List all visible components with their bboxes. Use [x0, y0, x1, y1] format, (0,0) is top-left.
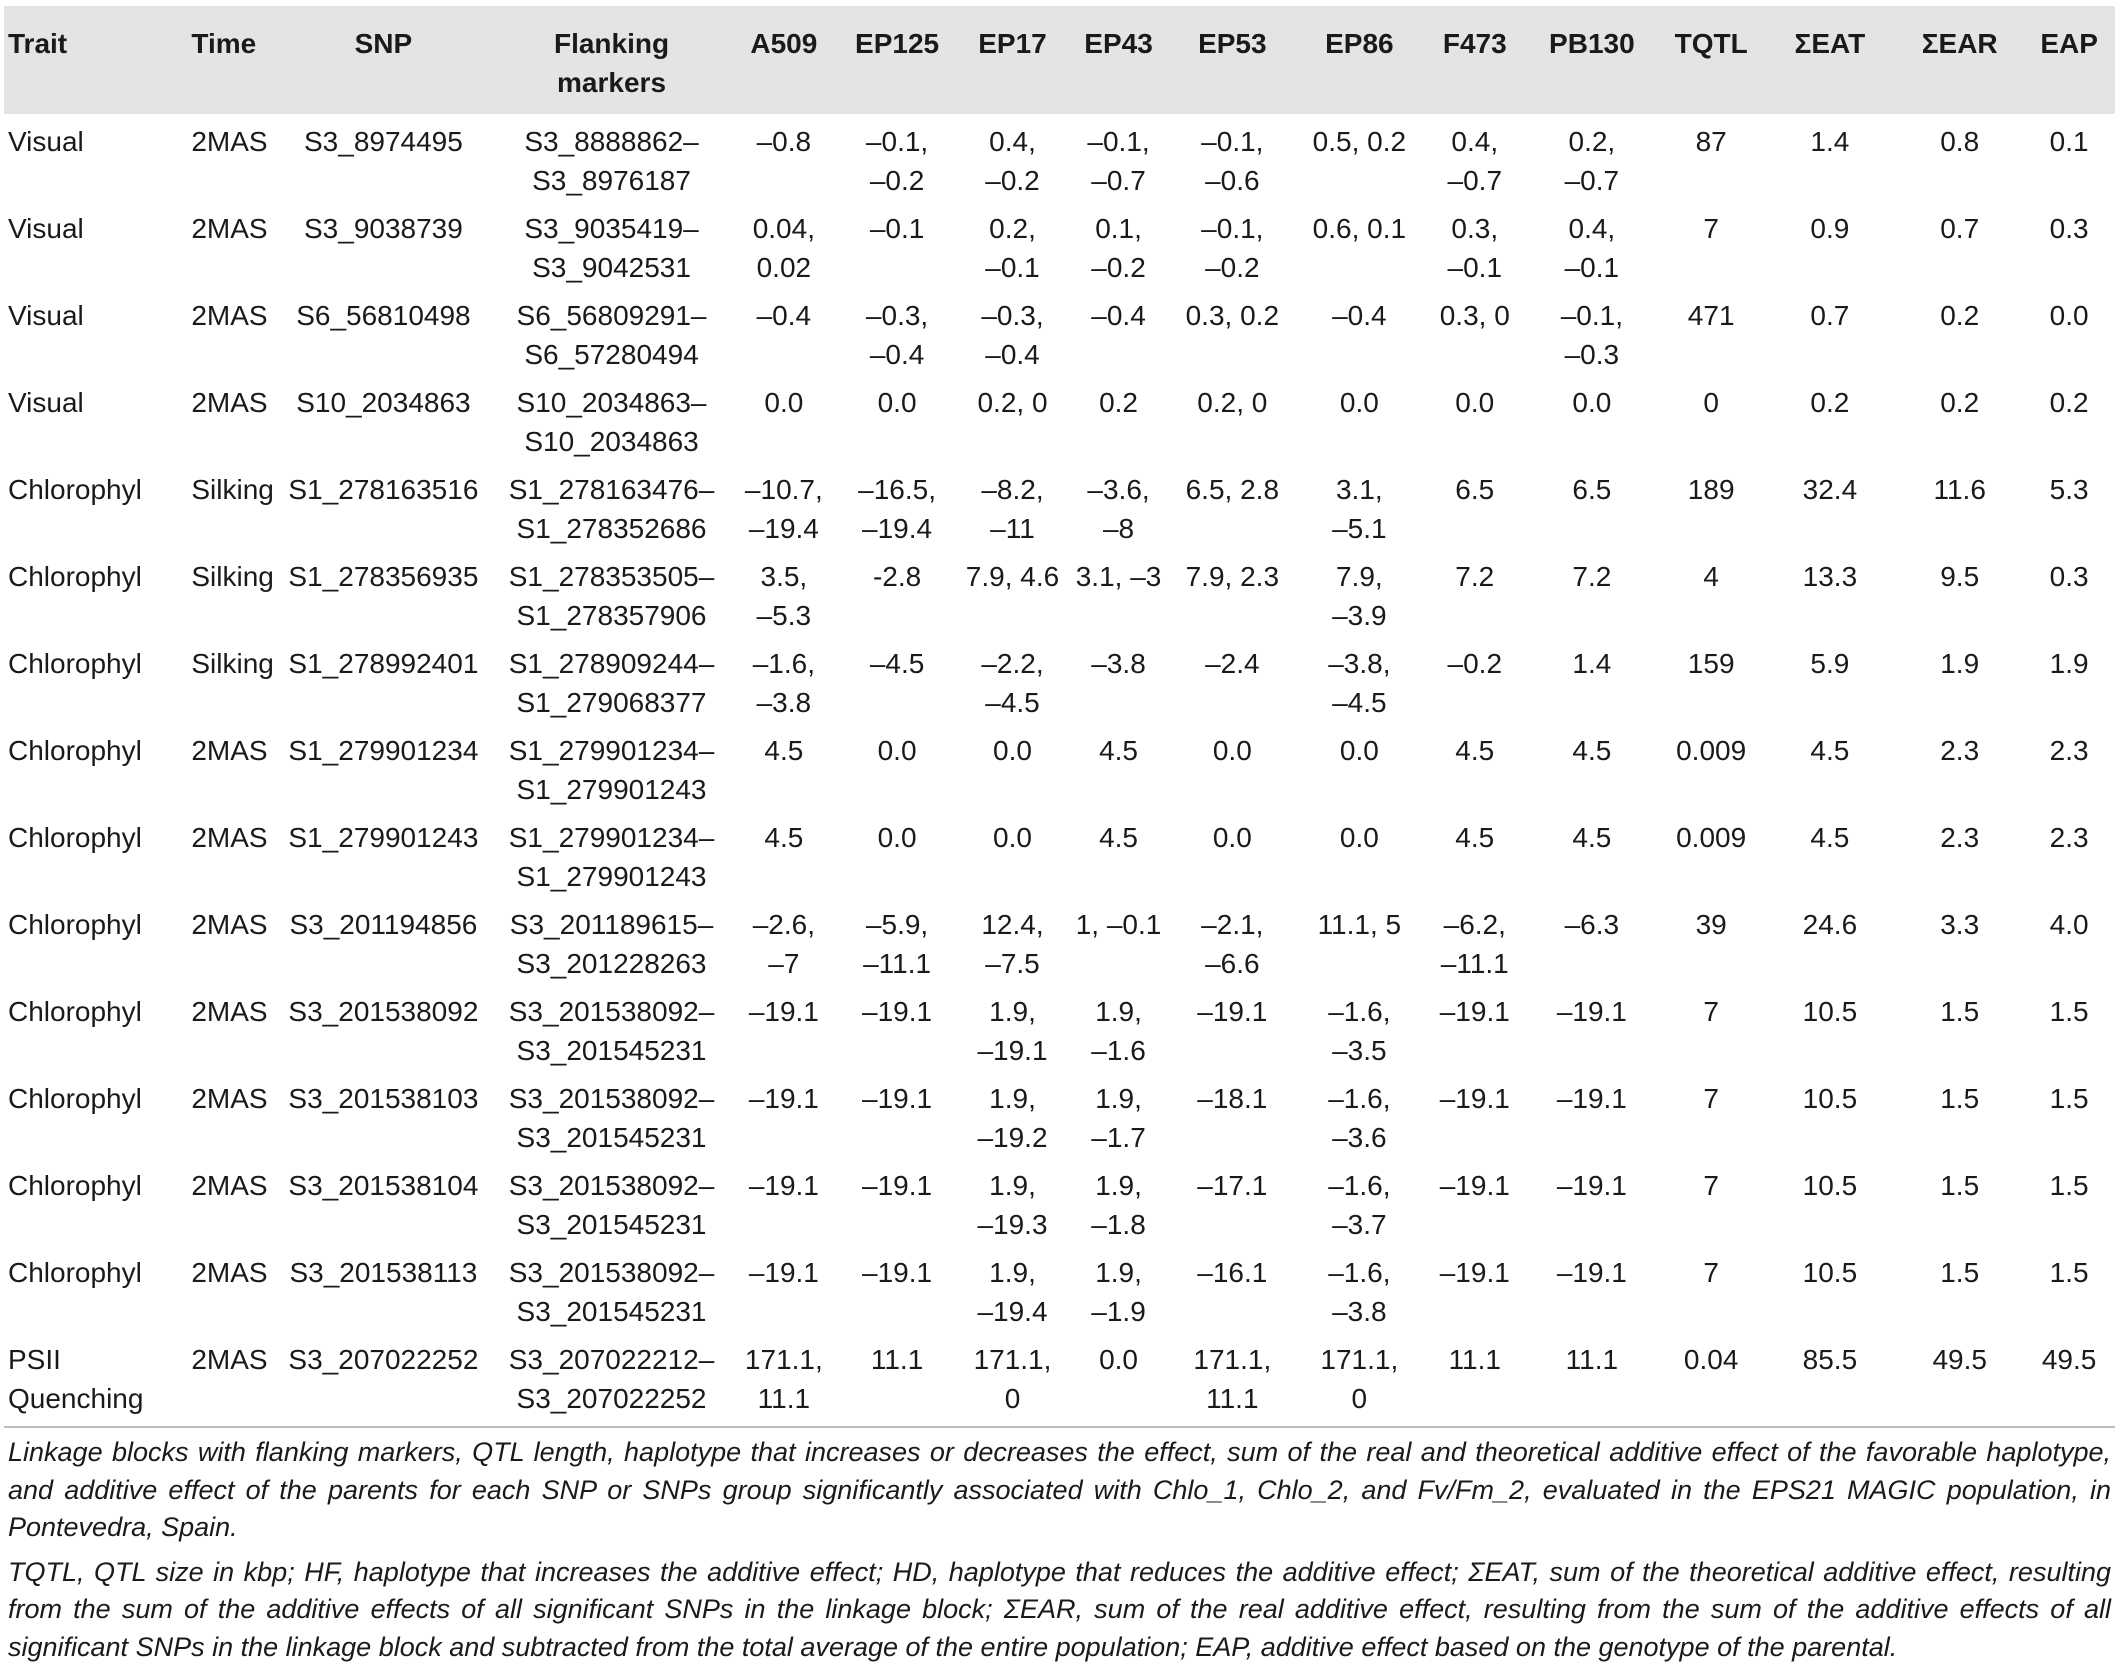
- table-cell: –19.1: [1197, 996, 1268, 1027]
- table-cell: Chlorophyl: [8, 1083, 142, 1114]
- table-cell: 0.0: [1212, 822, 1252, 853]
- table-cell: 171.1, 0: [958, 1340, 1066, 1427]
- table-cell: S3_201538092: [288, 996, 479, 1027]
- table-row: [4, 1079, 2115, 1166]
- table-cell: 1.4: [1810, 126, 1850, 157]
- table-cell: Chlorophyl: [8, 822, 142, 853]
- table-cell: –0.3, –0.4: [981, 300, 1044, 370]
- table-cell: 11.1, 5: [1317, 909, 1402, 940]
- table-cell: Chlorophyl: [8, 996, 142, 1027]
- table-cell: 0.7: [1940, 213, 1980, 244]
- table-cell: –17.1: [1197, 1170, 1268, 1201]
- table-row: [4, 557, 2115, 644]
- table-cell: 0.2, –0.1: [985, 213, 1040, 283]
- table-cell: 7.9, 2.3: [1185, 561, 1280, 592]
- table-row: [4, 644, 2115, 731]
- table-cell: –2.4: [1205, 648, 1260, 679]
- table-cell: 2MAS: [191, 996, 268, 1027]
- column-header: ΣEAT: [1794, 28, 1866, 59]
- table-cell: 3.5, –5.3: [756, 561, 812, 631]
- table-cell: S3_207022212– S3_207022252: [491, 1340, 732, 1427]
- column-header: EAP: [2040, 28, 2098, 59]
- table-cell: 85.5: [1764, 1340, 1897, 1427]
- table-row: [4, 209, 2115, 296]
- table-cell: S3_201194856: [289, 909, 478, 940]
- table-cell: –19.1: [1439, 1083, 1510, 1114]
- table-header: [4, 6, 2115, 114]
- table-cell: 7.2: [1455, 561, 1495, 592]
- table-cell: S3_8974495: [304, 126, 463, 157]
- column-header: TQTL: [1674, 28, 1748, 59]
- table-cell: –19.1: [748, 1170, 819, 1201]
- table-cell: 2MAS: [191, 735, 268, 766]
- table-cell: 4.5: [764, 822, 804, 853]
- table-cell: 171.1, 0: [1294, 1340, 1424, 1427]
- table-cell: 0.2: [2049, 387, 2089, 418]
- table-cell: S10_2034863– S10_2034863: [516, 387, 707, 457]
- table-cell: 4.5: [1099, 822, 1138, 853]
- table-cell: –19.1: [748, 996, 819, 1027]
- table-cell: 4: [1703, 561, 1719, 592]
- table-cell: S3_9035419– S3_9042531: [524, 213, 699, 283]
- table-cell: 0.0: [877, 735, 917, 766]
- table-cell: –0.1, –0.7: [1087, 126, 1150, 196]
- table-cell: S1_278163516: [288, 474, 479, 505]
- table-cell: 2MAS: [191, 1170, 268, 1201]
- column-header: EP53: [1198, 28, 1267, 59]
- table-cell: 0.2: [1940, 300, 1980, 331]
- table-cell: –19.1: [862, 996, 933, 1027]
- table-cell: -2.8: [872, 561, 922, 592]
- table-cell: Chlorophyl: [8, 561, 142, 592]
- table-cell: 7.9, –3.9: [1332, 561, 1387, 631]
- table-cell: –1.6, –3.5: [1328, 996, 1391, 1066]
- table-cell: –0.8: [756, 126, 812, 157]
- table-cell: 32.4: [1802, 474, 1858, 505]
- table-cell: –19.1: [1439, 1257, 1510, 1288]
- table-cell: 4.5: [1455, 735, 1495, 766]
- table-cell: 0.2, –0.7: [1564, 126, 1620, 196]
- table-cell: 189: [1687, 474, 1735, 505]
- table-cell: –0.2: [1447, 648, 1503, 679]
- column-header: EP43: [1084, 28, 1153, 59]
- table-cell: 3.1, –5.1: [1332, 474, 1387, 544]
- results-table-container: [4, 6, 2115, 1666]
- table-cell: 0.4, –0.7: [1447, 126, 1503, 196]
- table-cell: 2MAS: [191, 822, 268, 853]
- table-cell: –2.2, –4.5: [981, 648, 1044, 718]
- table-cell: 0.04, 0.02: [752, 213, 815, 283]
- table-cell: 6.5: [1455, 474, 1495, 505]
- table-cell: –10.7, –19.4: [744, 474, 823, 544]
- table-cell: 39: [1695, 909, 1727, 940]
- table-cell: 4.5: [1810, 822, 1850, 853]
- table-cell: –16.1: [1197, 1257, 1268, 1288]
- table-cell: –0.4: [1332, 300, 1387, 331]
- column-header: Trait: [8, 28, 68, 59]
- table-cell: 0.0: [877, 387, 917, 418]
- table-cell: –3.8: [1091, 648, 1146, 679]
- table-cell: 1.5: [2049, 996, 2089, 1027]
- table-cell: –0.1, –0.3: [1560, 300, 1623, 370]
- table-cell: S3_201189615– S3_201228263: [509, 909, 714, 979]
- table-cell: S1_278992401: [288, 648, 479, 679]
- column-header: Flanking markers: [553, 28, 670, 98]
- table-cell: 11.1: [836, 1340, 959, 1427]
- table-cell: 1.5: [1940, 996, 1980, 1027]
- table-cell: 0.2: [1940, 387, 1980, 418]
- table-cell: –19.1: [862, 1170, 933, 1201]
- table-cell: 0.0: [993, 735, 1032, 766]
- table-cell: 87: [1695, 126, 1727, 157]
- table-cell: –1.6, –3.8: [752, 648, 815, 718]
- table-cell: –19.1: [1556, 1170, 1627, 1201]
- table-cell: –3.8, –4.5: [1328, 648, 1391, 718]
- table-cell: 2.3: [2049, 735, 2089, 766]
- table-cell: 4.0: [2049, 909, 2089, 940]
- table-cell: S3_201538104: [288, 1170, 479, 1201]
- table-cell: 4.5: [1572, 735, 1612, 766]
- table-cell: 5.9: [1810, 648, 1850, 679]
- table-cell: 1.9, –19.1: [977, 996, 1048, 1066]
- table-cell: –0.1: [869, 213, 925, 244]
- table-cell: 1.9: [1940, 648, 1980, 679]
- table-cell: –19.1: [748, 1083, 819, 1114]
- table-cell: 7: [1703, 1083, 1719, 1114]
- table-cell: –19.1: [862, 1257, 933, 1288]
- table-cell: 0.4, –0.2: [985, 126, 1040, 196]
- table-cell: –1.6, –3.6: [1328, 1083, 1391, 1153]
- table-cell: PSII Quenching: [4, 1340, 187, 1427]
- table-cell: –19.1: [1439, 1170, 1510, 1201]
- table-cell: 0.9: [1810, 213, 1850, 244]
- table-cell: 7.9, 4.6: [965, 561, 1060, 592]
- table-cell: 0.0: [993, 822, 1032, 853]
- table-cell: 7: [1703, 1257, 1719, 1288]
- table-cell: –5.9, –11.1: [863, 909, 932, 979]
- table-cell: 0.0: [1572, 387, 1612, 418]
- column-header: EP86: [1325, 28, 1394, 59]
- table-cell: 1.5: [2049, 1257, 2089, 1288]
- table-cell: –4.5: [869, 648, 925, 679]
- column-header: PB130: [1549, 28, 1635, 59]
- table-cell: –0.4: [756, 300, 812, 331]
- table-cell: 0.0: [877, 822, 917, 853]
- column-header: ΣEAR: [1921, 28, 1998, 59]
- table-cell: 0.2, 0: [1197, 387, 1268, 418]
- table-cell: 49.5: [1896, 1340, 2023, 1427]
- table-cell: –19.1: [1556, 1257, 1627, 1288]
- table-cell: 10.5: [1802, 1170, 1858, 1201]
- table-cell: S3_201538103: [288, 1083, 479, 1114]
- table-row: [4, 905, 2115, 992]
- table-cell: 11.1: [1425, 1340, 1526, 1427]
- table-cell: –0.1, –0.2: [1201, 213, 1264, 283]
- table-row: [4, 992, 2115, 1079]
- table-cell: S3_201538092– S3_201545231: [508, 1170, 715, 1240]
- table-cell: 2MAS: [191, 909, 268, 940]
- table-cell: Visual: [8, 213, 84, 244]
- table-cell: 2.3: [2049, 822, 2089, 853]
- column-header: F473: [1442, 28, 1507, 59]
- table-cell: S3_201538092– S3_201545231: [508, 996, 715, 1066]
- table-cell: 10.5: [1802, 996, 1858, 1027]
- table-cell: 6.5, 2.8: [1185, 474, 1280, 505]
- table-cell: 2.3: [1940, 735, 1980, 766]
- column-header: EP125: [855, 28, 940, 59]
- table-cell: S3_9038739: [304, 213, 463, 244]
- table-cell: 12.4, –7.5: [981, 909, 1044, 979]
- table-cell: 9.5: [1940, 561, 1980, 592]
- table-cell: 0.1: [2049, 126, 2089, 157]
- table-cell: 2MAS: [191, 213, 268, 244]
- table-cell: Visual: [8, 300, 84, 331]
- table-cell: 5.3: [2049, 474, 2089, 505]
- table-cell: 0.7: [1810, 300, 1850, 331]
- table-cell: 4.5: [1810, 735, 1850, 766]
- table-cell: 0.2: [1810, 387, 1850, 418]
- table-cell: –19.1: [1439, 996, 1510, 1027]
- table-row: [4, 1166, 2115, 1253]
- results-table: [4, 6, 2115, 1428]
- table-cell: 0.009: [1676, 735, 1747, 766]
- table-cell: –6.3: [1564, 909, 1620, 940]
- table-cell: 0.4, –0.1: [1564, 213, 1620, 283]
- table-cell: 0.0: [1455, 387, 1495, 418]
- table-row: [4, 296, 2115, 383]
- table-cell: 1.9, –1.7: [1091, 1083, 1146, 1153]
- table-cell: –0.1, –0.2: [865, 126, 929, 196]
- table-cell: 2MAS: [191, 1257, 268, 1288]
- table-cell: 1, –0.1: [1075, 909, 1162, 940]
- table-cell: 24.6: [1802, 909, 1858, 940]
- table-cell: S1_278356935: [288, 561, 479, 592]
- table-cell: –0.3, –0.4: [865, 300, 929, 370]
- table-cell: 1.5: [2049, 1170, 2089, 1201]
- column-header: A509: [750, 28, 818, 59]
- table-cell: 11.1: [1525, 1340, 1659, 1427]
- table-cell: 3.3: [1940, 909, 1980, 940]
- table-cell: –19.1: [862, 1083, 933, 1114]
- table-cell: 2MAS: [191, 126, 268, 157]
- table-cell: S3_207022252: [276, 1340, 491, 1427]
- header-row: [4, 6, 2115, 114]
- table-cell: –16.5, –19.4: [858, 474, 936, 544]
- table-cell: S3_201538092– S3_201545231: [508, 1257, 715, 1327]
- table-row: [4, 470, 2115, 557]
- table-cell: 6.5: [1572, 474, 1612, 505]
- table-cell: 0.1, –0.2: [1091, 213, 1146, 283]
- table-cell: 1.9, –1.6: [1091, 996, 1146, 1066]
- table-cell: Chlorophyl: [8, 909, 142, 940]
- table-footnote-description: Linkage blocks with flanking markers, QTL length, haplotype that increases or decreases the effect, sum of the real and theoretical additive effect of the favorable haplotype, and additive effect of the parents for each SNP or SNPs group significantly associated with Chlo_1, Chlo_2, and Fv/Fm_2, evaluated in the EPS21 MAGIC population, in Pontevedra, Spain.: [8, 1437, 2111, 1542]
- table-cell: 0.0: [1339, 822, 1379, 853]
- table-cell: 1.9, –19.4: [977, 1257, 1048, 1327]
- table-cell: 0.0: [1339, 387, 1379, 418]
- table-cell: 0.2: [1099, 387, 1138, 418]
- table-cell: –19.1: [1556, 996, 1627, 1027]
- table-cell: 0.5, 0.2: [1312, 126, 1407, 157]
- table-cell: –18.1: [1197, 1083, 1268, 1114]
- table-footnote-abbreviations: TQTL, QTL size in kbp; HF, haplotype that increases the additive effect; HD, haplotype that reduces the additive effect; ΣEAT, sum of the theoretical additive effect, resulting from the sum of the additive effects of all significant SNPs in the linkage block; ΣEAR, sum of the real additive effect, resulting from the sum of the additive effects of all significant SNPs in the linkage block and subtracted from the total average of the entire population; EAP, additive effect based on the genotype of the parental.: [8, 1556, 2111, 1662]
- table-cell: 1.9, –1.8: [1091, 1170, 1146, 1240]
- table-cell: Chlorophyl: [8, 474, 142, 505]
- table-cell: 1.9, –19.2: [977, 1083, 1048, 1153]
- table-cell: S1_279901234– S1_279901243: [508, 735, 715, 805]
- table-cell: Silking: [191, 561, 274, 592]
- table-cell: 0.6, 0.1: [1312, 213, 1407, 244]
- table-cell: 0.009: [1676, 822, 1747, 853]
- table-cell: Visual: [8, 126, 84, 157]
- table-cell: 11.6: [1933, 474, 1986, 505]
- table-cell: S1_278163476– S1_278352686: [508, 474, 715, 544]
- table-cell: 49.5: [2023, 1340, 2115, 1427]
- table-cell: –2.1, –6.6: [1201, 909, 1264, 979]
- table-cell: 171.1, 11.1: [1170, 1340, 1294, 1427]
- table-cell: 7: [1703, 213, 1719, 244]
- table-cell: 1.5: [1940, 1170, 1980, 1201]
- table-cell: 13.3: [1802, 561, 1858, 592]
- table-cell: S1_279901243: [288, 822, 479, 853]
- table-cell: –19.1: [748, 1257, 819, 1288]
- column-header: EP17: [978, 28, 1047, 59]
- table-cell: 10.5: [1802, 1257, 1858, 1288]
- table-cell: Silking: [191, 648, 274, 679]
- table-row: [4, 818, 2115, 905]
- table-cell: S1_278353505– S1_278357906: [508, 561, 715, 631]
- table-cell: Chlorophyl: [8, 735, 142, 766]
- table-cell: –2.6, –7: [752, 909, 815, 979]
- table-cell: 0.0: [1339, 735, 1379, 766]
- table-body: [4, 114, 2115, 1427]
- table-cell: 0.2, 0: [977, 387, 1048, 418]
- table-cell: 0.0: [764, 387, 804, 418]
- table-cell: S10_2034863: [296, 387, 471, 418]
- table-cell: –1.6, –3.7: [1328, 1170, 1391, 1240]
- column-header: SNP: [354, 28, 413, 59]
- table-cell: 2MAS: [191, 1083, 268, 1114]
- table-cell: 7.2: [1572, 561, 1612, 592]
- table-cell: S6_56809291– S6_57280494: [516, 300, 707, 370]
- table-cell: 1.5: [1940, 1257, 1980, 1288]
- table-cell: S3_8888862– S3_8976187: [524, 126, 699, 196]
- table-cell: 1.4: [1572, 648, 1612, 679]
- table-cell: –0.1, –0.6: [1201, 126, 1264, 196]
- table-cell: –6.2, –11.1: [1440, 909, 1509, 979]
- table-cell: 0.0: [1212, 735, 1252, 766]
- table-row: [4, 383, 2115, 470]
- table-cell: 0.3: [2049, 561, 2089, 592]
- table-cell: 7: [1703, 996, 1719, 1027]
- table-cell: 0: [1703, 387, 1719, 418]
- table-cell: Visual: [8, 387, 84, 418]
- table-cell: –3.6, –8: [1087, 474, 1150, 544]
- table-cell: S3_201538092– S3_201545231: [508, 1083, 715, 1153]
- table-cell: 471: [1687, 300, 1735, 331]
- table-cell: 10.5: [1802, 1083, 1858, 1114]
- table-cell: 1.5: [1940, 1083, 1980, 1114]
- table-row: [4, 114, 2115, 209]
- table-cell: 4.5: [1455, 822, 1495, 853]
- table-cell: 0.0: [1067, 1340, 1171, 1427]
- table-cell: 1.9: [2049, 648, 2089, 679]
- table-cell: 0.3, –0.1: [1447, 213, 1503, 283]
- table-cell: 0.04: [1659, 1340, 1764, 1427]
- table-cell: 0.3, 0: [1439, 300, 1510, 331]
- table-cell: S1_279901234– S1_279901243: [508, 822, 715, 892]
- table-cell: 4.5: [1099, 735, 1138, 766]
- table-cell: –19.1: [1556, 1083, 1627, 1114]
- table-cell: 4.5: [764, 735, 804, 766]
- table-cell: 4.5: [1572, 822, 1612, 853]
- table-cell: Silking: [191, 474, 274, 505]
- table-cell: 1.9, –19.3: [977, 1170, 1048, 1240]
- table-cell: 7: [1703, 1170, 1719, 1201]
- table-cell: 0.3, 0.2: [1185, 300, 1280, 331]
- table-cell: 1.5: [2049, 1083, 2089, 1114]
- table-cell: S3_201538113: [289, 1257, 478, 1288]
- table-cell: 0.3: [2049, 213, 2089, 244]
- table-cell: 2MAS: [191, 300, 268, 331]
- table-row: [4, 1253, 2115, 1340]
- column-header: Time: [191, 28, 257, 59]
- table-cell: S1_279901234: [288, 735, 479, 766]
- table-cell: 2MAS: [191, 387, 268, 418]
- table-cell: S1_278909244– S1_279068377: [508, 648, 715, 718]
- table-cell: 3.1, –3: [1075, 561, 1162, 592]
- table-cell: –0.4: [1091, 300, 1146, 331]
- table-cell: –1.6, –3.8: [1328, 1257, 1391, 1327]
- table-cell: 0.0: [2049, 300, 2089, 331]
- table-cell: 159: [1687, 648, 1735, 679]
- table-cell: Chlorophyl: [8, 1170, 142, 1201]
- table-row: [4, 1340, 2115, 1427]
- table-cell: 171.1, 11.1: [732, 1340, 836, 1427]
- table-cell: S6_56810498: [296, 300, 471, 331]
- table-cell: 2.3: [1940, 822, 1980, 853]
- table-cell: –8.2, –11: [981, 474, 1044, 544]
- table-row: [4, 731, 2115, 818]
- table-cell: 2MAS: [187, 1340, 275, 1427]
- table-cell: Chlorophyl: [8, 648, 142, 679]
- table-cell: 0.8: [1940, 126, 1980, 157]
- table-cell: 1.9, –1.9: [1091, 1257, 1146, 1327]
- table-cell: Chlorophyl: [8, 1257, 142, 1288]
